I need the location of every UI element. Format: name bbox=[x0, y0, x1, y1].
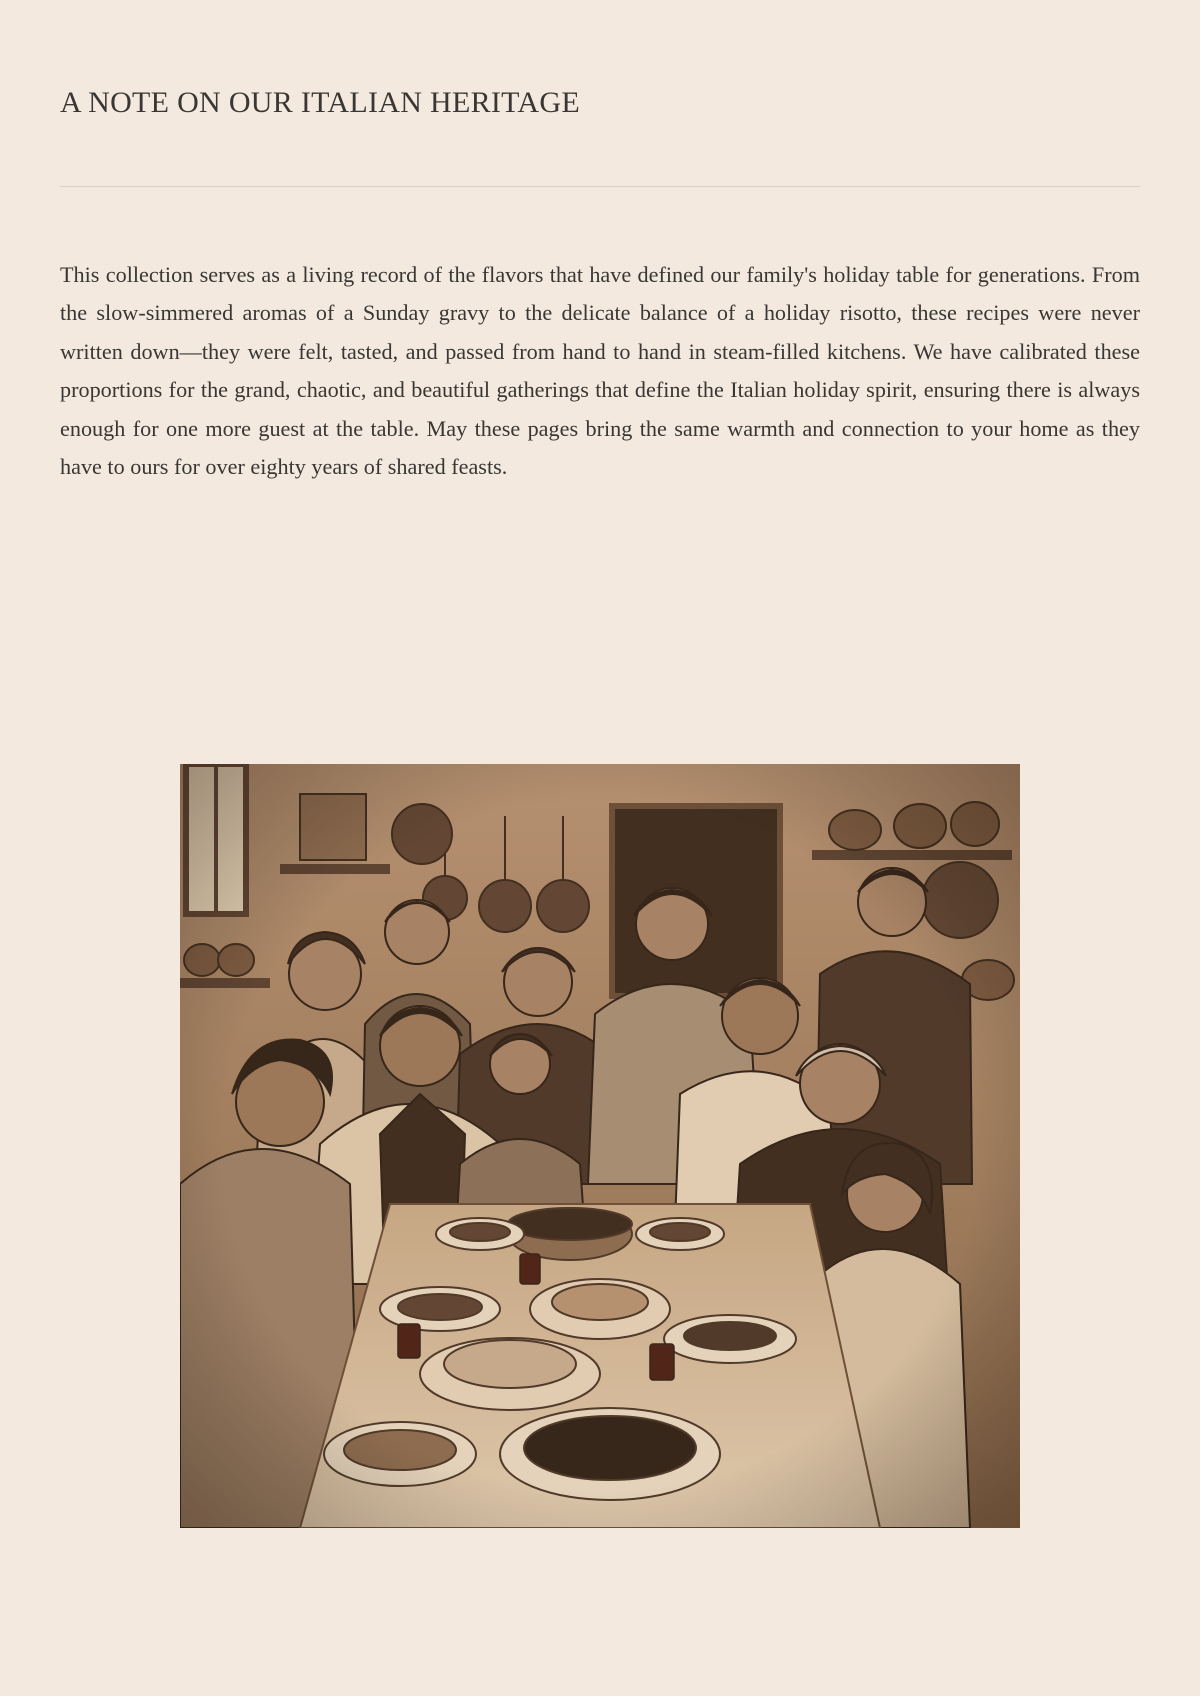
title-divider bbox=[60, 186, 1140, 187]
family-feast-photo bbox=[180, 764, 1020, 1528]
intro-paragraph: This collection serves as a living record of the flavors that have defined our family's holiday table for generations. From the slow-simmered aromas of a Sunday gravy to the delicate balance of a holiday risotto, these recipes were never written down—they were felt, tasted, and passed from hand to hand in steam-filled kitchens. We have calibrated these proportions for the grand, chaotic, and beautiful gatherings that define the Italian holiday spirit, ensuring there is always enough for one more guest at the table. May these pages bring the same warmth and connection to your home as they have to ours for over eighty years of shared feasts. bbox=[60, 262, 1140, 480]
sepia-photo-illustration bbox=[180, 764, 1020, 1528]
page-title: A NOTE ON OUR ITALIAN HERITAGE bbox=[60, 86, 580, 119]
